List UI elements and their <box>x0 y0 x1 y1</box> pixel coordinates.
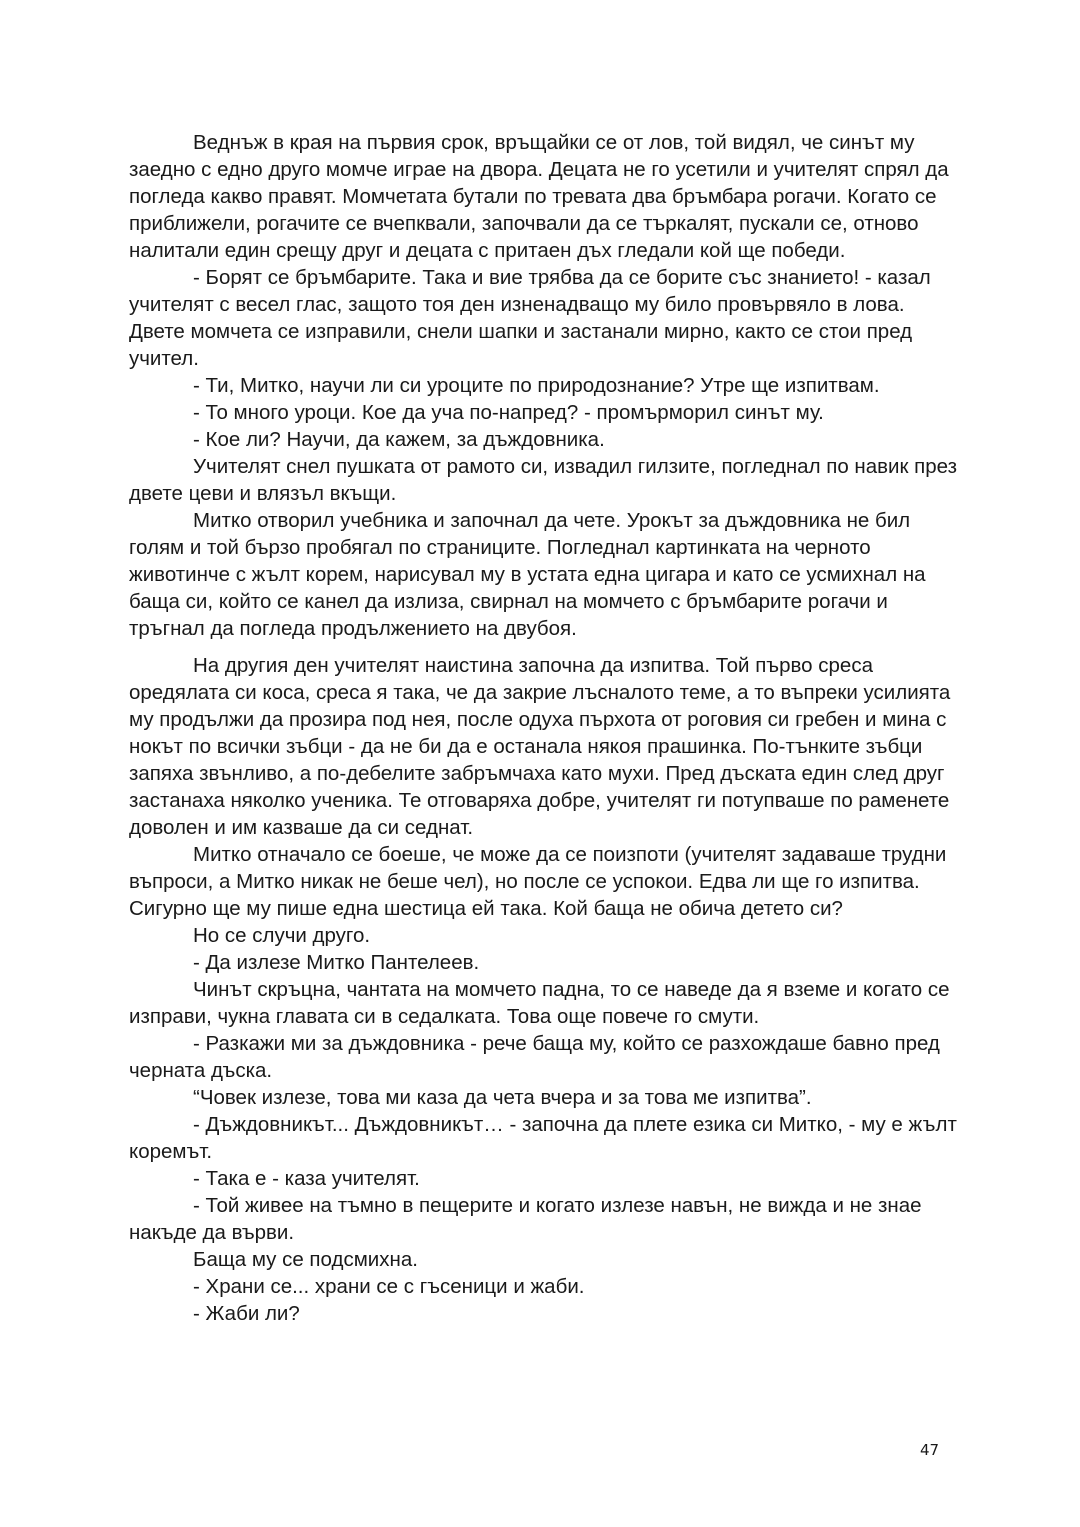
paragraph-2: - Борят се бръмбарите. Така и вие трябва да се борите със знанието! - казал учителят с весел глас, защото тоя ден изненадващо му било провървяло в лова. Двете момчета се изправили, снели шапки и застанали мирно, както се стои пред учител. <box>129 266 931 370</box>
paragraph-15: - Дъждовникът... Дъждовникът… - започна да плете езика си Митко, - му е жълт коремът. <box>129 1113 957 1163</box>
paragraph-7: Митко отворил учебника и започнал да чете. Урокът за дъждовника не бил голям и той бързо пробягал по страниците. Погледнал картинката на черното животинче с жълт корем, нарисувал му в устата една цигара и като се усмихнал на баща си, който се канел да излиза, свирнал на момчето с бръмбарите рогачи и тръгнал да погледа продължението на двубоя. <box>129 509 926 640</box>
paragraph-10: Но се случи друго. <box>193 924 371 947</box>
page-body-text <box>129 129 959 1327</box>
paragraph-13: - Разкажи ми за дъждовника - рече баща му, който се разхождаше бавно пред черната дъска. <box>129 1032 940 1082</box>
paragraph-17: - Той живее на тъмно в пещерите и когато излезе навън, не вижда и не знае накъде да върви. <box>129 1194 922 1244</box>
paragraph-20: - Жаби ли? <box>193 1302 300 1325</box>
paragraph-11: - Да излезе Митко Пантелеев. <box>193 951 480 974</box>
paragraph-6: Учителят снел пушката от рамото си, извадил гилзите, погледнал по навик през двете цеви и влязъл вкъщи. <box>129 455 958 505</box>
paragraph-16: - Така е - каза учителят. <box>193 1167 420 1190</box>
paragraph-3: - Ти, Митко, научи ли си уроците по природознание? Утре ще изпитвам. <box>193 374 880 397</box>
paragraph-19: - Храни се... храни се с гъсеници и жаби. <box>193 1275 585 1298</box>
paragraph-8: На другия ден учителят наистина започна да изпитва. Той първо среса оредялата си коса, среса я така, че да закрие лъсналото теме, а то въпреки усилията му продължи да прозира под нея, после одуха пърхота от роговия си гребен и мина с нокът по всички зъбци - да не би да е останала някоя прашинка. По-тънките зъбци запяха звънливо, а по-дебелите забръмчаха като мухи. Пред дъската един след друг застанаха няколко ученика. Те отговаряха добре, учителят ги потупваше по раменете доволен и им казваше да си седнат. <box>129 654 951 839</box>
paragraph-4: - То много уроци. Кое да уча по-напред? - промърморил синът му. <box>193 401 824 424</box>
paragraph-5: - Кое ли? Научи, да кажем, за дъждовника. <box>193 428 605 451</box>
page-number: 47 <box>920 1441 940 1459</box>
paragraph-18: Баща му се подсмихна. <box>193 1248 418 1271</box>
paragraph-14: “Човек излезе, това ми каза да чета вчера и за това ме изпитва”. <box>193 1086 812 1109</box>
paragraph-9: Митко отначало се боеше, че може да се поизпоти (учителят задаваше трудни въпроси, а Митко никак не беше чел), но после се успокои. Едва ли ще го изпитва. Сигурно ще му пише една шестица ей така. Кой баща не обича детето си? <box>129 843 947 920</box>
paragraph-12: Чинът скръцна, чантата на момчето падна, то се наведе да я вземе и когато се изправи, чукна главата си в седалката. Това още повече го смути. <box>129 978 950 1028</box>
paragraph-1: Веднъж в края на първия срок, връщайки се от лов, той видял, че синът му заедно с едно друго момче играе на двора. Децата не го усетили и учителят спрял да погледа какво правят. Момчетата бутали по тревата два бръмбара рогачи. Когато се приближели, рогачите се вчепквали, започвали да се търкалят, пускали се, отново налитали един срещу друг и децата с притаен дъх гледали кой ще победи. <box>129 131 949 262</box>
